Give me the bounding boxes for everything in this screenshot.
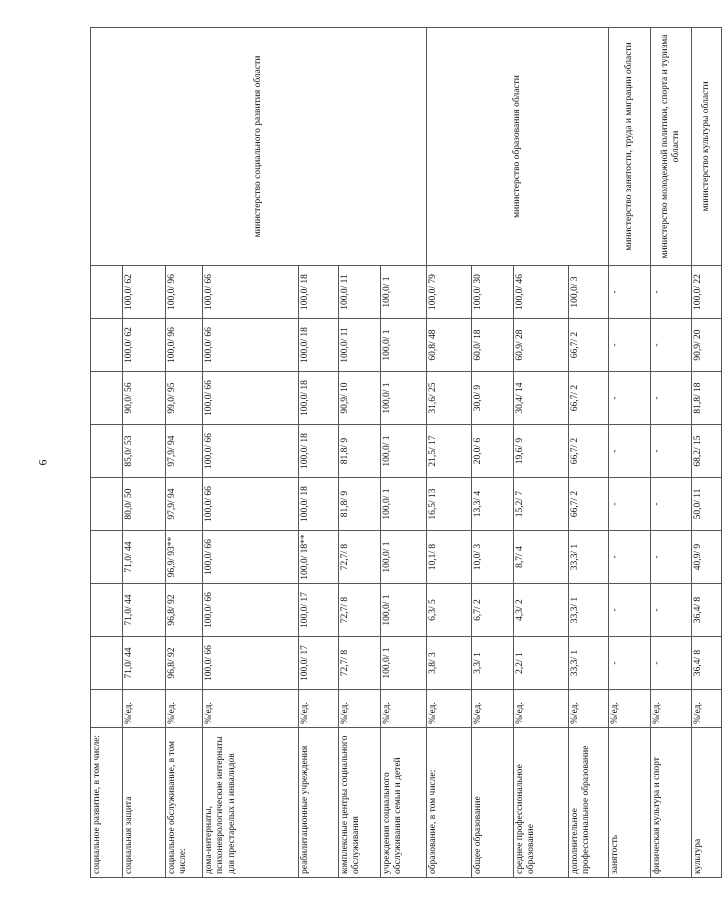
row-unit: %/ед. xyxy=(339,690,381,728)
value-cell: 100,0/ 1 xyxy=(381,637,427,690)
value-cell: 96,8/ 92 xyxy=(166,584,203,637)
value-cell: - xyxy=(609,637,651,690)
table-row xyxy=(91,28,123,878)
row-name: среднее профессиональное образование xyxy=(514,728,569,878)
value-cell: 100,0/ 18 xyxy=(299,478,339,531)
value-cell: - xyxy=(609,319,651,372)
value-cell: 66,7/ 2 xyxy=(569,425,609,478)
value-cell: 100,0/ 3 xyxy=(569,266,609,319)
value-cell: 40,9/ 9 xyxy=(692,531,722,584)
row-unit: %/ед. xyxy=(514,690,569,728)
row-unit: %/ед. xyxy=(166,690,203,728)
value-cell: 13,3/ 4 xyxy=(472,478,514,531)
value-cell: 100,0/ 1 xyxy=(381,478,427,531)
value-cell: 100,0/ 11 xyxy=(339,319,381,372)
value-cell: - xyxy=(651,266,692,319)
table-row xyxy=(651,28,692,878)
value-cell: 10,0/ 3 xyxy=(472,531,514,584)
ministry-cell: министерство социального развития области xyxy=(91,28,427,266)
value-cell: 71,0/ 44 xyxy=(123,584,166,637)
value-cell: 100,0/ 96 xyxy=(166,266,203,319)
value-cell xyxy=(91,372,123,425)
value-cell: 71,0/ 44 xyxy=(123,637,166,690)
row-unit: %/ед. xyxy=(299,690,339,728)
row-unit: %/ед. xyxy=(381,690,427,728)
value-cell: 97,9/ 94 xyxy=(166,425,203,478)
value-cell: 60,9/ 28 xyxy=(514,319,569,372)
value-cell: 66,7/ 2 xyxy=(569,478,609,531)
value-cell: 33,3/ 1 xyxy=(569,637,609,690)
value-cell: 100,0/ 1 xyxy=(381,531,427,584)
ministry-cell: министерство занятости, труда и миграции области xyxy=(609,28,651,266)
value-cell: 80,0/ 50 xyxy=(123,478,166,531)
value-cell: 36,4/ 8 xyxy=(692,637,722,690)
row-name: образование, в том числе: xyxy=(427,728,472,878)
value-cell: 31,6/ 25 xyxy=(427,372,472,425)
value-cell xyxy=(91,637,123,690)
rotated-table-container xyxy=(90,28,711,878)
row-name: дополнительное профессиональное образование xyxy=(569,728,609,878)
value-cell: 100,0/ 62 xyxy=(123,319,166,372)
value-cell xyxy=(91,425,123,478)
value-cell: - xyxy=(651,531,692,584)
value-cell: 96,8/ 92 xyxy=(166,637,203,690)
value-cell: 72,7/ 8 xyxy=(339,584,381,637)
ministry-cell: министерство культуры области xyxy=(692,28,722,266)
table-body xyxy=(91,28,722,878)
value-cell: - xyxy=(651,372,692,425)
value-cell: - xyxy=(609,425,651,478)
value-cell: 72,7/ 8 xyxy=(339,531,381,584)
row-name: физическая культура и спорт xyxy=(651,728,692,878)
row-name: занятость xyxy=(609,728,651,878)
row-name: общее образование xyxy=(472,728,514,878)
value-cell: - xyxy=(651,478,692,531)
value-cell: - xyxy=(609,372,651,425)
table-row xyxy=(427,28,472,878)
value-cell: 6,7/ 2 xyxy=(472,584,514,637)
value-cell: 100,0/ 18 xyxy=(299,319,339,372)
value-cell: 100,0/ 17 xyxy=(299,637,339,690)
value-cell: 97,9/ 94 xyxy=(166,478,203,531)
value-cell: 19,6/ 9 xyxy=(514,425,569,478)
value-cell: 100,0/ 30 xyxy=(472,266,514,319)
value-cell: 30,0/ 9 xyxy=(472,372,514,425)
row-name: социальное развитие, в том числе: xyxy=(91,728,123,878)
value-cell: 100,0/ 66 xyxy=(203,478,299,531)
value-cell: 100,0/ 66 xyxy=(203,266,299,319)
value-cell: 99,0/ 95 xyxy=(166,372,203,425)
row-unit: %/ед. xyxy=(123,690,166,728)
row-name: учреждения социального обслуживания семьи и детей xyxy=(381,728,427,878)
value-cell: 6,3/ 5 xyxy=(427,584,472,637)
row-unit: %/ед. xyxy=(569,690,609,728)
value-cell: 100,0/ 66 xyxy=(203,637,299,690)
value-cell: 4,3/ 2 xyxy=(514,584,569,637)
value-cell: - xyxy=(651,584,692,637)
row-unit xyxy=(91,690,123,728)
value-cell: 100,0/ 18 xyxy=(299,266,339,319)
value-cell: 100,0/ 66 xyxy=(203,425,299,478)
value-cell: 100,0/ 66 xyxy=(203,319,299,372)
value-cell: 100,0/ 1 xyxy=(381,372,427,425)
value-cell: 100,0/ 66 xyxy=(203,584,299,637)
value-cell: 68,2/ 15 xyxy=(692,425,722,478)
value-cell: 100,0/ 18** xyxy=(299,531,339,584)
value-cell: 100,0/ 18 xyxy=(299,425,339,478)
row-unit: %/ед. xyxy=(472,690,514,728)
value-cell: 60,8/ 48 xyxy=(427,319,472,372)
value-cell: - xyxy=(609,266,651,319)
value-cell: 15,2/ 7 xyxy=(514,478,569,531)
table-row xyxy=(692,28,722,878)
value-cell: - xyxy=(651,425,692,478)
data-table xyxy=(90,27,722,878)
value-cell: 33,3/ 1 xyxy=(569,531,609,584)
value-cell: - xyxy=(651,637,692,690)
value-cell: - xyxy=(609,478,651,531)
value-cell: 100,0/ 1 xyxy=(381,425,427,478)
row-name: социальная защита xyxy=(123,728,166,878)
value-cell: 81,8/ 9 xyxy=(339,425,381,478)
table-row xyxy=(609,28,651,878)
value-cell: 90,0/ 56 xyxy=(123,372,166,425)
value-cell: 100,0/ 22 xyxy=(692,266,722,319)
value-cell xyxy=(91,531,123,584)
ministry-cell: министерство образования области xyxy=(427,28,609,266)
value-cell: - xyxy=(609,531,651,584)
value-cell: 21,5/ 17 xyxy=(427,425,472,478)
value-cell: 85,0/ 53 xyxy=(123,425,166,478)
value-cell xyxy=(91,478,123,531)
row-name: дома-интернаты, психоневрологические интернаты для престарелых и инвалидов xyxy=(203,728,299,878)
value-cell: 81,8/ 9 xyxy=(339,478,381,531)
value-cell: 20,0/ 6 xyxy=(472,425,514,478)
value-cell: 3,3/ 1 xyxy=(472,637,514,690)
value-cell: 96,9/ 93** xyxy=(166,531,203,584)
value-cell: 50,0/ 11 xyxy=(692,478,722,531)
value-cell: 66,7/ 2 xyxy=(569,319,609,372)
value-cell: 100,0/ 1 xyxy=(381,266,427,319)
value-cell: 71,0/ 44 xyxy=(123,531,166,584)
value-cell: 100,0/ 17 xyxy=(299,584,339,637)
value-cell xyxy=(91,319,123,372)
row-unit: %/ед. xyxy=(692,690,722,728)
value-cell: 36,4/ 8 xyxy=(692,584,722,637)
value-cell: 3,8/ 3 xyxy=(427,637,472,690)
row-unit: %/ед. xyxy=(203,690,299,728)
value-cell: 100,0/ 96 xyxy=(166,319,203,372)
row-name: реабилитационные учреждения xyxy=(299,728,339,878)
value-cell: 8,7/ 4 xyxy=(514,531,569,584)
value-cell: 81,8/ 18 xyxy=(692,372,722,425)
value-cell: 16,5/ 13 xyxy=(427,478,472,531)
value-cell: 72,7/ 8 xyxy=(339,637,381,690)
row-unit: %/ед. xyxy=(609,690,651,728)
value-cell: 100,0/ 66 xyxy=(203,372,299,425)
value-cell: 33,3/ 1 xyxy=(569,584,609,637)
row-name: социальное обслуживание, в том числе: xyxy=(166,728,203,878)
value-cell: - xyxy=(609,584,651,637)
value-cell: 100,0/ 46 xyxy=(514,266,569,319)
value-cell: 100,0/ 1 xyxy=(381,584,427,637)
row-name: культура xyxy=(692,728,722,878)
value-cell: 100,0/ 18 xyxy=(299,372,339,425)
value-cell xyxy=(91,266,123,319)
value-cell: 30,4/ 14 xyxy=(514,372,569,425)
value-cell: 100,0/ 62 xyxy=(123,266,166,319)
ministry-cell: министерство молодежной политики, спорта и туризма области xyxy=(651,28,692,266)
value-cell: - xyxy=(651,319,692,372)
value-cell: 100,0/ 11 xyxy=(339,266,381,319)
value-cell: 60,0/ 18 xyxy=(472,319,514,372)
value-cell: 100,0/ 79 xyxy=(427,266,472,319)
row-unit: %/ед. xyxy=(427,690,472,728)
value-cell: 90,9/ 10 xyxy=(339,372,381,425)
value-cell: 100,0/ 1 xyxy=(381,319,427,372)
value-cell: 2,2/ 1 xyxy=(514,637,569,690)
value-cell: 10,1/ 8 xyxy=(427,531,472,584)
value-cell: 66,7/ 2 xyxy=(569,372,609,425)
value-cell: 90,9/ 20 xyxy=(692,319,722,372)
value-cell: 100,0/ 66 xyxy=(203,531,299,584)
value-cell xyxy=(91,584,123,637)
row-name: комплексные центры социального обслуживания xyxy=(339,728,381,878)
row-unit: %/ед. xyxy=(651,690,692,728)
page-number: 6 xyxy=(35,459,50,466)
